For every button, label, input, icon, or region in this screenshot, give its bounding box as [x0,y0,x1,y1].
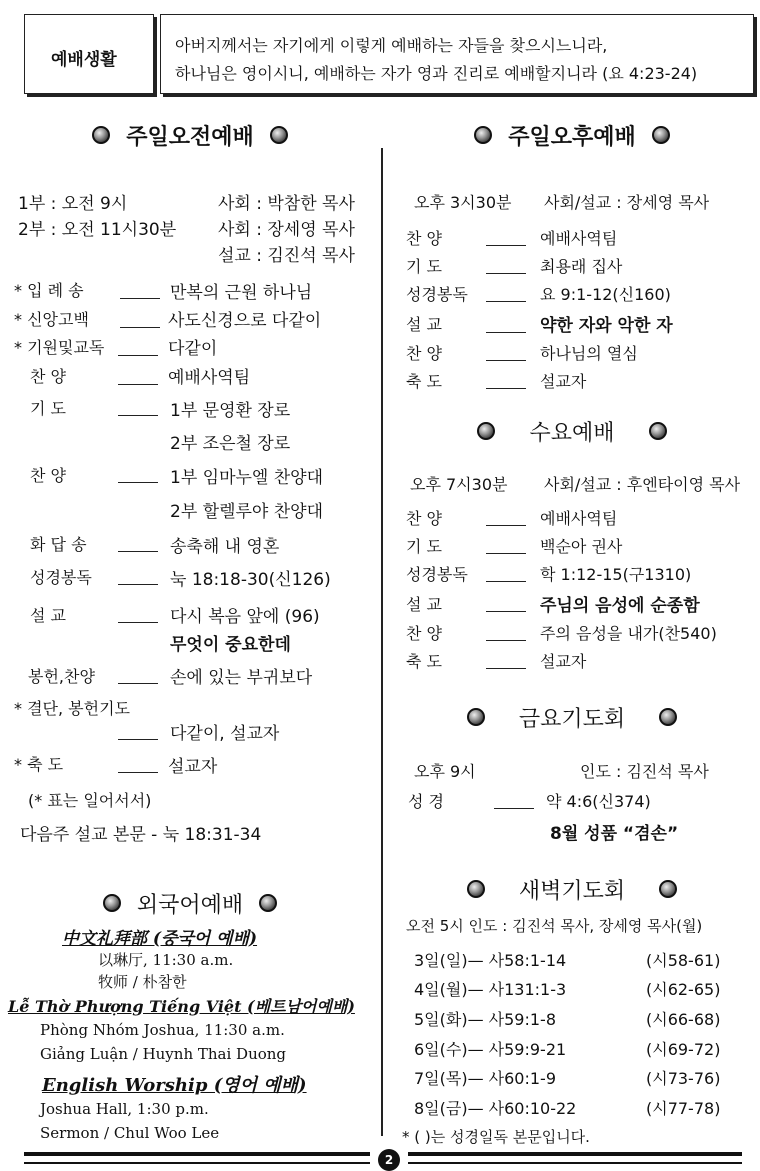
dash-line [482,263,530,282]
order-label: 기 도 [406,257,442,276]
sunday-am-title: 주일오전예배 [126,124,254,150]
dawn-title: 새벽기도회 [518,878,626,904]
dawn-ref: (시73-76) [646,1069,721,1088]
vietnamese-line-1: Phòng Nhóm Joshua, 11:30 a.m. [40,1021,285,1039]
standing-note: (* 표는 일어서서) [28,791,152,810]
sunday-pm-leader: 사회/설교 : 장세영 목사 [544,193,710,212]
dash-line [482,630,530,649]
order-label: 기 도 [30,399,66,418]
service2-leader: 사회 : 장세영 목사 [218,220,355,240]
sunday-pm-time: 오후 3시30분 [414,193,512,212]
chinese-line-2: 牧师 / 朴참한 [98,973,187,991]
dash-line [482,322,530,341]
dash-line [114,374,162,393]
order-label: 성경봉독 [406,565,468,584]
order-value: 최용래 집사 [540,257,623,276]
header-verse-box [160,14,754,94]
dash-line [114,574,162,593]
order-value: 하나님의 열심 [540,344,638,363]
order-label: * 기원및교독 [14,338,105,357]
verse-line-2: 하나님은 영이시니, 예배하는 자가 영과 진리로 예배할지니라 (요 4:23-24) [175,64,698,83]
friday-title: 금요기도회 [518,706,626,732]
dawn-ref: (시66-68) [646,1010,721,1029]
dawn-info: 오전 5시 인도 : 김진석 목사, 장세영 목사(월) [406,917,703,935]
order-value: 설교자 [540,372,587,391]
order-value: 약 4:6(신374) [546,792,651,811]
dawn-note: * ( )는 성경일독 본문입니다. [402,1128,590,1146]
friday-leader: 인도 : 김진석 목사 [580,762,709,781]
order-label: 찬 양 [406,624,442,643]
footer-rule-right [408,1152,742,1164]
order-value: 1부 문영환 장로 [170,401,291,421]
order-value: 요 9:1-12(신160) [540,285,671,304]
dawn-ref: (시77-78) [646,1099,721,1118]
order-label: 화 답 송 [30,535,87,554]
wednesday-title: 수요예배 [529,420,615,446]
bullet-icon [467,708,485,726]
order-value: 설교자 [540,652,587,671]
sunday-pm-heading [392,118,752,152]
dash-line [116,288,164,307]
order-value: 만복의 근원 하나님 [170,283,313,303]
order-label: 설 교 [406,315,442,334]
bullet-icon [259,894,277,912]
english-line-2: Sermon / Chul Woo Lee [40,1124,220,1142]
dawn-ref: (시69-72) [646,1040,721,1059]
dash-line [114,673,162,692]
bullet-icon [477,422,495,440]
page-number: 2 [378,1149,400,1171]
order-value: 송축해 내 영혼 [170,537,280,557]
bullet-icon [92,126,110,144]
order-label: 축 도 [406,652,442,671]
service1-time: 1부 : 오전 9시 [18,194,128,214]
wednesday-time: 오후 7시30분 [410,475,508,494]
order-value: 손에 있는 부귀보다 [170,668,313,688]
order-label: 봉헌,찬양 [28,667,95,686]
order-label: 성경봉독 [30,568,92,587]
bullet-icon [659,880,677,898]
sermon-by: 설교 : 김진석 목사 [218,246,355,266]
foreign-title: 외국어예배 [136,892,244,918]
dash-line [482,658,530,677]
order-value: 예배사역팀 [540,229,618,248]
dash-line [116,317,164,336]
chinese-title: 中文礼拜部 (중국어 예배) [62,929,258,949]
character-fruit: 8월 성품 “겸손” [550,824,679,844]
dawn-day: 7일(목)— 사60:1-9 [414,1069,557,1088]
order-value: 예배사역팀 [540,509,618,528]
order-value: 설교자 [168,757,218,777]
order-label: * 축 도 [14,755,64,774]
bullet-icon [270,126,288,144]
sunday-pm-title: 주일오후예배 [508,124,636,150]
dash-line [482,291,530,310]
bullet-icon [474,126,492,144]
wednesday-heading [392,414,752,448]
dash-line [482,235,530,254]
order-label: * 신앙고백 [14,310,89,329]
friday-heading [392,700,752,734]
next-sermon: 다음주 설교 본문 - 눅 18:31-34 [20,825,262,845]
dash-line [114,345,162,364]
dash-line [114,541,162,560]
bullet-icon [652,126,670,144]
bullet-icon [103,894,121,912]
dash-line [114,762,162,781]
vietnamese-line-2: Giảng Luận / Huynh Thai Duong [40,1045,287,1063]
wednesday-leader: 사회/설교 : 후엔타이영 목사 [544,475,741,494]
order-label: 기 도 [406,537,442,556]
order-value: 사도신경으로 다같이 [168,311,322,331]
footer-rule-left [24,1152,370,1164]
order-label: 성경봉독 [406,285,468,304]
dawn-day: 4일(월)— 사131:1-3 [414,980,567,999]
dash-line [482,378,530,397]
bullet-icon [649,422,667,440]
order-value: 백순아 권사 [540,537,623,556]
dawn-ref: (시58-61) [646,951,721,970]
dash-line [482,543,530,562]
dash-line [114,729,162,748]
dash-line [482,601,530,620]
service1-leader: 사회 : 박참한 목사 [218,194,355,214]
bullet-icon [467,880,485,898]
dawn-heading [392,872,752,906]
order-label: 설 교 [30,606,66,625]
order-label: 찬 양 [406,344,442,363]
order-value: 2부 할렐루야 찬양대 [170,502,323,522]
order-value: 학 1:12-15(구1310) [540,565,692,584]
verse-line-1: 아버지께서는 자기에게 이렇게 예배하는 자들을 찾으시느니라, [175,36,608,55]
sunday-am-heading [10,118,370,152]
chinese-line-1: 以琳厅, 11:30 a.m. [98,951,234,969]
dash-line [490,798,538,817]
order-label: * 결단, 봉헌기도 [14,699,130,718]
sermon-title: 무엇이 중요한데 [170,635,291,655]
order-value: 2부 조은철 장로 [170,434,291,454]
order-label: 찬 양 [406,509,442,528]
order-label: 축 도 [406,372,442,391]
bullet-icon [659,708,677,726]
column-divider [381,148,383,1136]
order-value: 다같이 [168,339,218,359]
sermon-title: 주님의 음성에 순종함 [540,596,700,616]
order-label: 설 교 [406,595,442,614]
dawn-day: 5일(화)— 사59:1-8 [414,1010,557,1029]
order-label: 찬 양 [406,229,442,248]
order-label: * 입 례 송 [14,281,84,300]
order-value: 예배사역팀 [168,368,251,388]
vietnamese-title: Lễ Thờ Phượng Tiếng Việt (베트남어예배) [8,997,355,1016]
order-value: 주의 음성을 내가(찬540) [540,624,717,643]
header-label: 예배생활 [51,50,117,70]
english-line-1: Joshua Hall, 1:30 p.m. [40,1100,209,1118]
order-value: 1부 임마누엘 찬양대 [170,468,323,488]
order-label: 찬 양 [30,466,66,485]
dash-line [114,472,162,491]
friday-time: 오후 9시 [414,762,476,781]
order-value: 눅 18:18-30(신126) [170,570,331,590]
dawn-day: 3일(일)— 사58:1-14 [414,951,567,970]
dash-line [482,515,530,534]
dawn-day: 8일(금)— 사60:10-22 [414,1099,577,1118]
dash-line [482,350,530,369]
order-value: 다시 복음 앞에 (96) [170,607,320,627]
header-label-box [24,14,154,94]
sermon-title: 약한 자와 악한 자 [540,316,673,336]
dash-line [114,612,162,631]
dawn-ref: (시62-65) [646,980,721,999]
dash-line [114,405,162,424]
order-value: 다같이, 설교자 [170,724,280,744]
service2-time: 2부 : 오전 11시30분 [18,220,177,240]
order-label: 찬 양 [30,367,66,386]
order-label: 성 경 [408,792,444,811]
dash-line [482,571,530,590]
english-title: English Worship (영어 예배) [42,1075,307,1096]
dawn-day: 6일(수)— 사59:9-21 [414,1040,567,1059]
foreign-heading [10,886,370,920]
